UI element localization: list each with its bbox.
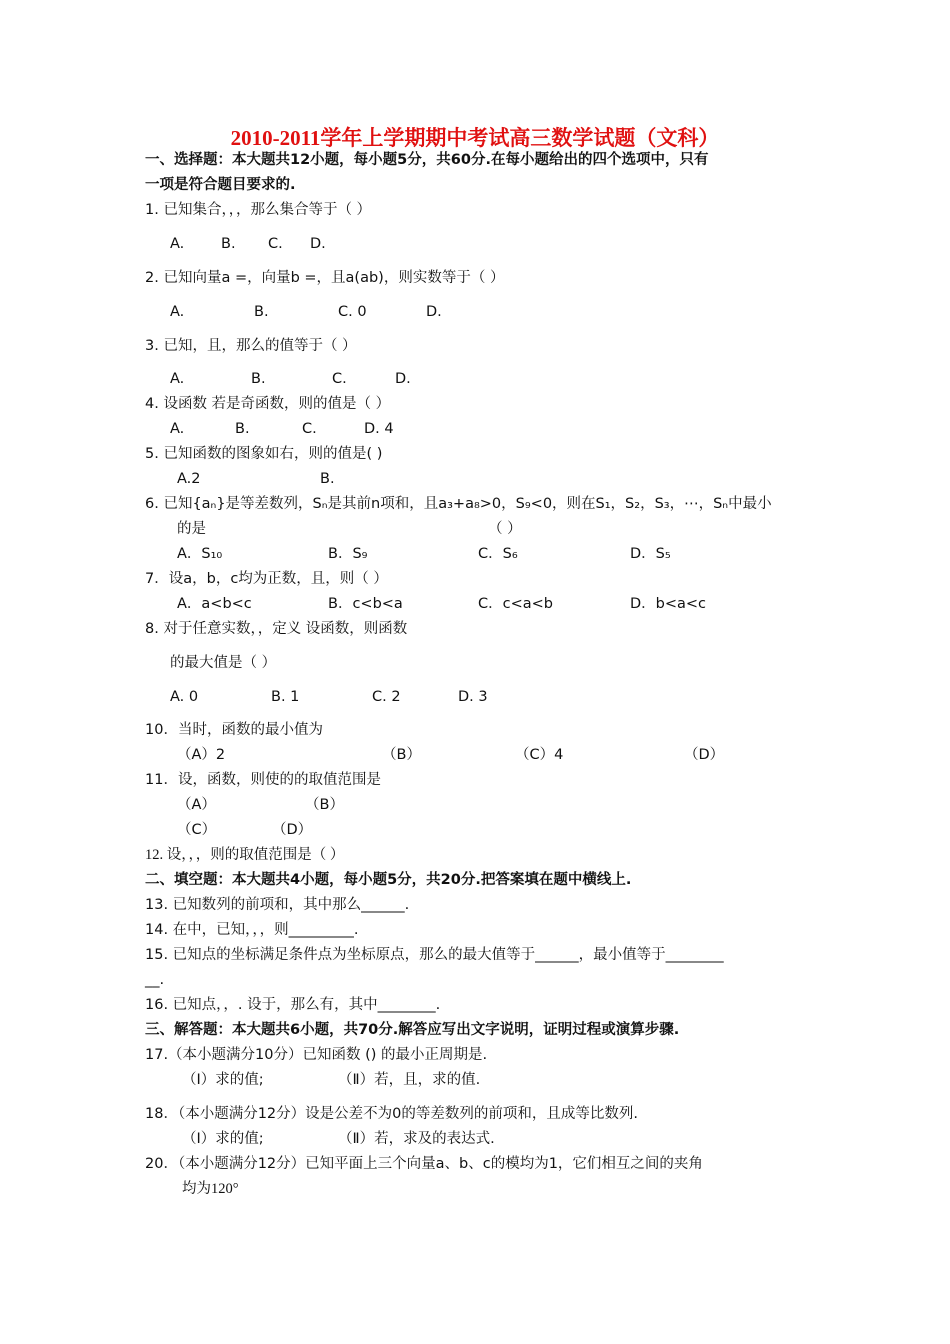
question-4-stem: 4. 设函数 若是奇函数，则的值是（ ） <box>145 396 391 412</box>
question-10-stem: 10．当时，函数的最小值为 <box>145 722 323 738</box>
q6-option-b: B．S₉ <box>328 546 368 562</box>
q18-part-2: （Ⅱ）若，求及的表达式. <box>338 1131 495 1147</box>
question-18-stem: 18．（本小题满分12分）设是公差不为0的等差数列的前项和，且成等比数列. <box>145 1106 638 1122</box>
q11-option-c: （C） <box>177 822 217 838</box>
question-17-stem: 17.（本小题满分10分）已知函数 () 的最小正周期是. <box>145 1047 488 1063</box>
q11-option-d: （D） <box>272 822 313 838</box>
section1-heading-line1: 一、选择题：本大题共12小题，每小题5分，共60分.在每小题给出的四个选项中，只有 <box>145 152 709 168</box>
question-2-stem: 2. 已知向量a =，向量b =，且a(ab)，则实数等于（ ） <box>145 270 505 286</box>
q5-option-a: A.2 <box>177 471 201 487</box>
q1-option-c: C. <box>268 236 283 252</box>
question-3-stem: 3. 已知，且，那么的值等于（ ） <box>145 338 357 354</box>
question-11-stem: 11．设，函数，则使的的取值范围是 <box>145 772 381 788</box>
q1-option-a: A. <box>170 236 185 252</box>
q8-option-d: D. 3 <box>458 689 488 705</box>
question-16: 16. 已知点，，. 设于，那么有，其中________. <box>145 997 441 1013</box>
question-6-line2: 的是 <box>177 521 206 537</box>
section3-heading: 三、解答题：本大题共6小题，共70分.解答应写出文字说明，证明过程或演算步骤. <box>145 1022 680 1038</box>
q4-option-c: C. <box>302 421 317 437</box>
q7-option-d: D．b<a<c <box>630 596 707 612</box>
q10-option-c: （C）4 <box>515 747 564 763</box>
q8-option-b: B. 1 <box>271 689 300 705</box>
question-14: 14. 在中，已知，，，则_________. <box>145 922 359 938</box>
q6-option-a: A．S₁₀ <box>177 546 223 562</box>
q2-option-d: D. <box>426 304 442 320</box>
q11-option-a: （A） <box>177 797 216 813</box>
q6-option-d: D．S₅ <box>630 546 671 562</box>
question-6-line1: 6. 已知{aₙ}是等差数列，Sₙ是其前n项和，且a₃+a₈>0，S₉<0，则在S₁，S₂，S₃，⋯，Sₙ中最小 <box>145 496 772 512</box>
q2-option-a: A. <box>170 304 185 320</box>
question-15-line1: 15. 已知点的坐标满足条件点为坐标原点，那么的最大值等于______，最小值等于________ <box>145 947 724 963</box>
q2-option-c: C. 0 <box>338 304 367 320</box>
q3-option-a: A. <box>170 371 185 387</box>
question-12-stem: 12. 设，，，则的取值范围是（ ） <box>145 847 345 863</box>
question-20-line1: 20．（本小题满分12分）已知平面上三个向量a、b、c的模均为1，它们相互之间的夹角 <box>145 1156 703 1172</box>
q8-option-c: C. 2 <box>372 689 401 705</box>
q17-part-1: （Ⅰ）求的值; <box>182 1072 264 1088</box>
question-1-stem: 1. 已知集合，，，那么集合等于（ ） <box>145 202 372 218</box>
question-5-stem: 5. 已知函数的图象如右，则的值是( ) <box>145 446 383 462</box>
q7-option-a: A．a<b<c <box>177 596 252 612</box>
q10-option-b: （B） <box>382 747 421 763</box>
q7-option-c: C．c<a<b <box>478 596 553 612</box>
q3-option-b: B. <box>251 371 266 387</box>
q1-option-d: D. <box>310 236 326 252</box>
q4-option-a: A. <box>170 421 185 437</box>
q2-option-b: B. <box>254 304 269 320</box>
q4-option-d: D. 4 <box>364 421 394 437</box>
q6-option-c: C．S₆ <box>478 546 518 562</box>
q3-option-d: D. <box>395 371 411 387</box>
q17-part-2: （Ⅱ）若，且，求的值. <box>338 1072 481 1088</box>
section2-heading: 二、填空题：本大题共4小题，每小题5分，共20分.把答案填在题中横线上. <box>145 872 632 888</box>
q18-part-1: （Ⅰ）求的值; <box>182 1131 264 1147</box>
question-20-line2: 均为120° <box>182 1181 239 1197</box>
question-15-line2: __. <box>145 972 165 988</box>
q4-option-b: B. <box>235 421 250 437</box>
q5-option-b: B. <box>320 471 335 487</box>
question-8-line1: 8. 对于任意实数，，定义 设函数，则函数 <box>145 621 408 637</box>
q10-option-a: （A）2 <box>177 747 226 763</box>
question-7-stem: 7．设a，b，c均为正数，且，则（ ） <box>145 571 388 587</box>
q1-option-b: B. <box>221 236 236 252</box>
section1-heading-line2: 一项是符合题目要求的. <box>145 177 296 193</box>
q3-option-c: C. <box>332 371 347 387</box>
q8-option-a: A. 0 <box>170 689 199 705</box>
q10-option-d: （D） <box>684 747 725 763</box>
question-8-line2: 的最大值是（ ） <box>170 655 277 671</box>
q11-option-b: （B） <box>305 797 344 813</box>
question-13: 13. 已知数列的前项和，其中那么______. <box>145 897 410 913</box>
question-6-answer-paren: （ ） <box>488 521 522 537</box>
exam-title: 2010-2011学年上学期期中考试高三数学试题（文科） <box>230 126 720 150</box>
q7-option-b: B．c<b<a <box>328 596 403 612</box>
